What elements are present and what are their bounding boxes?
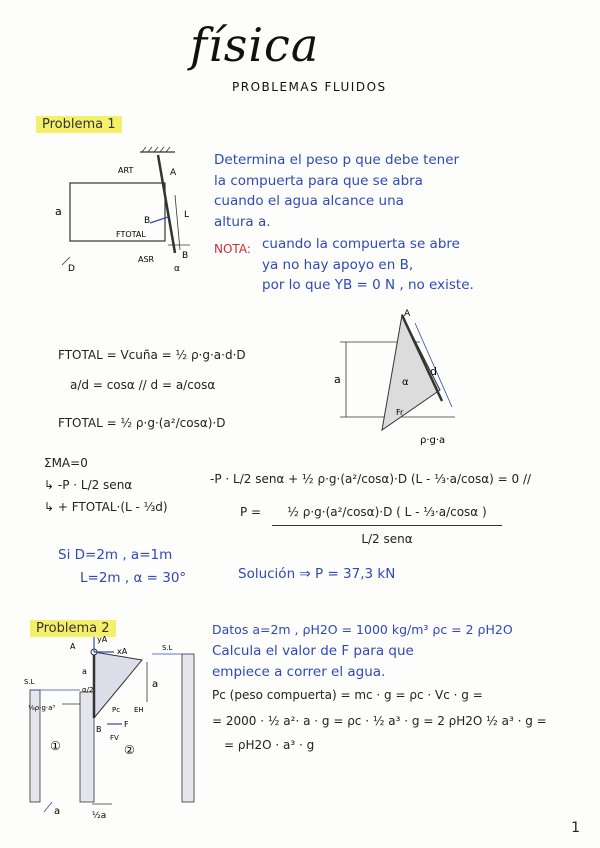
- page-subtitle: PROBLEMAS FLUIDOS: [232, 80, 387, 94]
- problem-2-data: Datos a=2m , ρH2O = 1000 kg/m³ ρc = 2 ρH2O: [212, 622, 513, 637]
- nota-line: ya no hay apoyo en B,: [262, 256, 414, 273]
- right-a-label: a: [152, 679, 159, 690]
- ya-label: yA: [97, 635, 108, 644]
- height-a-label: a: [55, 205, 62, 218]
- wedge-alpha-label: α: [402, 377, 409, 388]
- pc-line-2: = 2000 · ½ a²· a · g = ρc · ½ a³ · g = 2 ρH2O ½ a³ · g =: [212, 714, 547, 728]
- problem-2-label: Problema 2: [30, 620, 116, 637]
- solution: Solución ⇒ P = 37,3 kN: [238, 566, 396, 582]
- wedge-d-label: d: [430, 365, 437, 378]
- sl-left-label: S.L: [24, 678, 35, 686]
- p-equation-lhs: P =: [240, 505, 262, 519]
- region-2-label: ②: [124, 743, 135, 757]
- pc-label: Pc: [112, 706, 121, 714]
- axis-d-label: D: [68, 264, 75, 274]
- p-denominator: L/2 senα: [272, 525, 502, 546]
- alpha-half-label: α/2: [82, 686, 94, 694]
- asr-label: ASR: [138, 255, 155, 264]
- equation-ftotal: FTOTAL = ½ ρ·g·(a²/cosα)·D: [58, 416, 226, 430]
- sl-right-label: S.L: [162, 644, 173, 652]
- statement-line: cuando el agua alcance una: [214, 193, 404, 209]
- moment-line: ΣMA=0: [44, 456, 88, 470]
- nota-line: cuando la compuerta se abre: [262, 236, 460, 252]
- region-1-label: ①: [50, 739, 61, 753]
- art-label: ART: [118, 166, 134, 175]
- f-label: F: [124, 720, 129, 729]
- page-title: física: [190, 18, 320, 72]
- given-values-1: Si D=2m , a=1m: [58, 547, 173, 563]
- statement-line: empiece a correr el agua.: [212, 663, 386, 680]
- moment-system: [44, 452, 168, 518]
- alpha-label: α: [174, 264, 180, 274]
- statement-line: Determina el peso p que debe tener: [214, 152, 460, 168]
- gate-figure-1: [40, 145, 210, 285]
- given-values-2: L=2m , α = 30°: [80, 570, 187, 586]
- moment-line: ↳ -P · L/2 senα: [44, 478, 133, 492]
- rho-force-label: ⅛ρ·g·a³: [28, 704, 56, 712]
- statement-line: la compuerta para que se abra: [214, 172, 423, 189]
- wedge-figure: [330, 305, 480, 450]
- gate-height-label: a: [82, 667, 87, 676]
- point-a-label: A: [170, 168, 177, 178]
- moment-equation: -P · L/2 senα + ½ ρ·g·(a²/cosα)·D (L - ⅓·a/cosα) = 0 //: [210, 472, 532, 486]
- fv-label: FV: [110, 734, 119, 742]
- statement-line: Calcula el valor de F para que: [212, 643, 414, 659]
- problem-2-statement: [212, 641, 414, 682]
- page-number: 1: [571, 820, 580, 836]
- point-a-label-2: A: [70, 642, 76, 651]
- wedge-height-label: a: [334, 373, 341, 386]
- pc-line-1: Pc (peso compuerta) = mc · g = ρc · Vc · g =: [212, 688, 483, 702]
- problem-1-label: Problema 1: [36, 116, 122, 133]
- length-l-label: L: [184, 210, 190, 220]
- moment-line: ↳ + FTOTAL·(L - ⅓d): [44, 500, 168, 514]
- bottom-a-label: a: [54, 806, 61, 817]
- wedge-a-label: A: [404, 309, 411, 319]
- wedge-fr-label: Fr: [396, 408, 404, 417]
- statement-line: altura a.: [214, 213, 271, 230]
- nota-line: por lo que YB = 0 N , no existe.: [262, 277, 474, 293]
- equation-ftotal-volume: FTOTAL = Vcuña = ½ ρ·g·a·d·D: [58, 348, 246, 362]
- p-numerator: ½ ρ·g·(a²/cosα)·D ( L - ⅓·a/cosα ): [287, 505, 487, 519]
- ftotal-label: FTOTAL: [116, 230, 146, 239]
- bottom-half-a-label: ½a: [92, 811, 107, 821]
- nota-label: NOTA:: [214, 242, 251, 256]
- tank-figure: [22, 632, 202, 822]
- point-b-label-2: B: [96, 725, 102, 734]
- eh-label: EH: [134, 706, 144, 714]
- equation-cos: a/d = cosα // d = a/cosα: [70, 378, 216, 392]
- wedge-rho-label: ρ·g·a: [420, 435, 446, 446]
- nota-block: [214, 236, 594, 293]
- point-b-label: B: [182, 251, 189, 261]
- pc-line-3: = ρH2O · a³ · g: [224, 738, 315, 752]
- p-equation: [272, 505, 502, 546]
- vector-b-label: B: [144, 216, 151, 226]
- problem-1-statement: [214, 150, 459, 232]
- xa-label: xA: [117, 647, 128, 656]
